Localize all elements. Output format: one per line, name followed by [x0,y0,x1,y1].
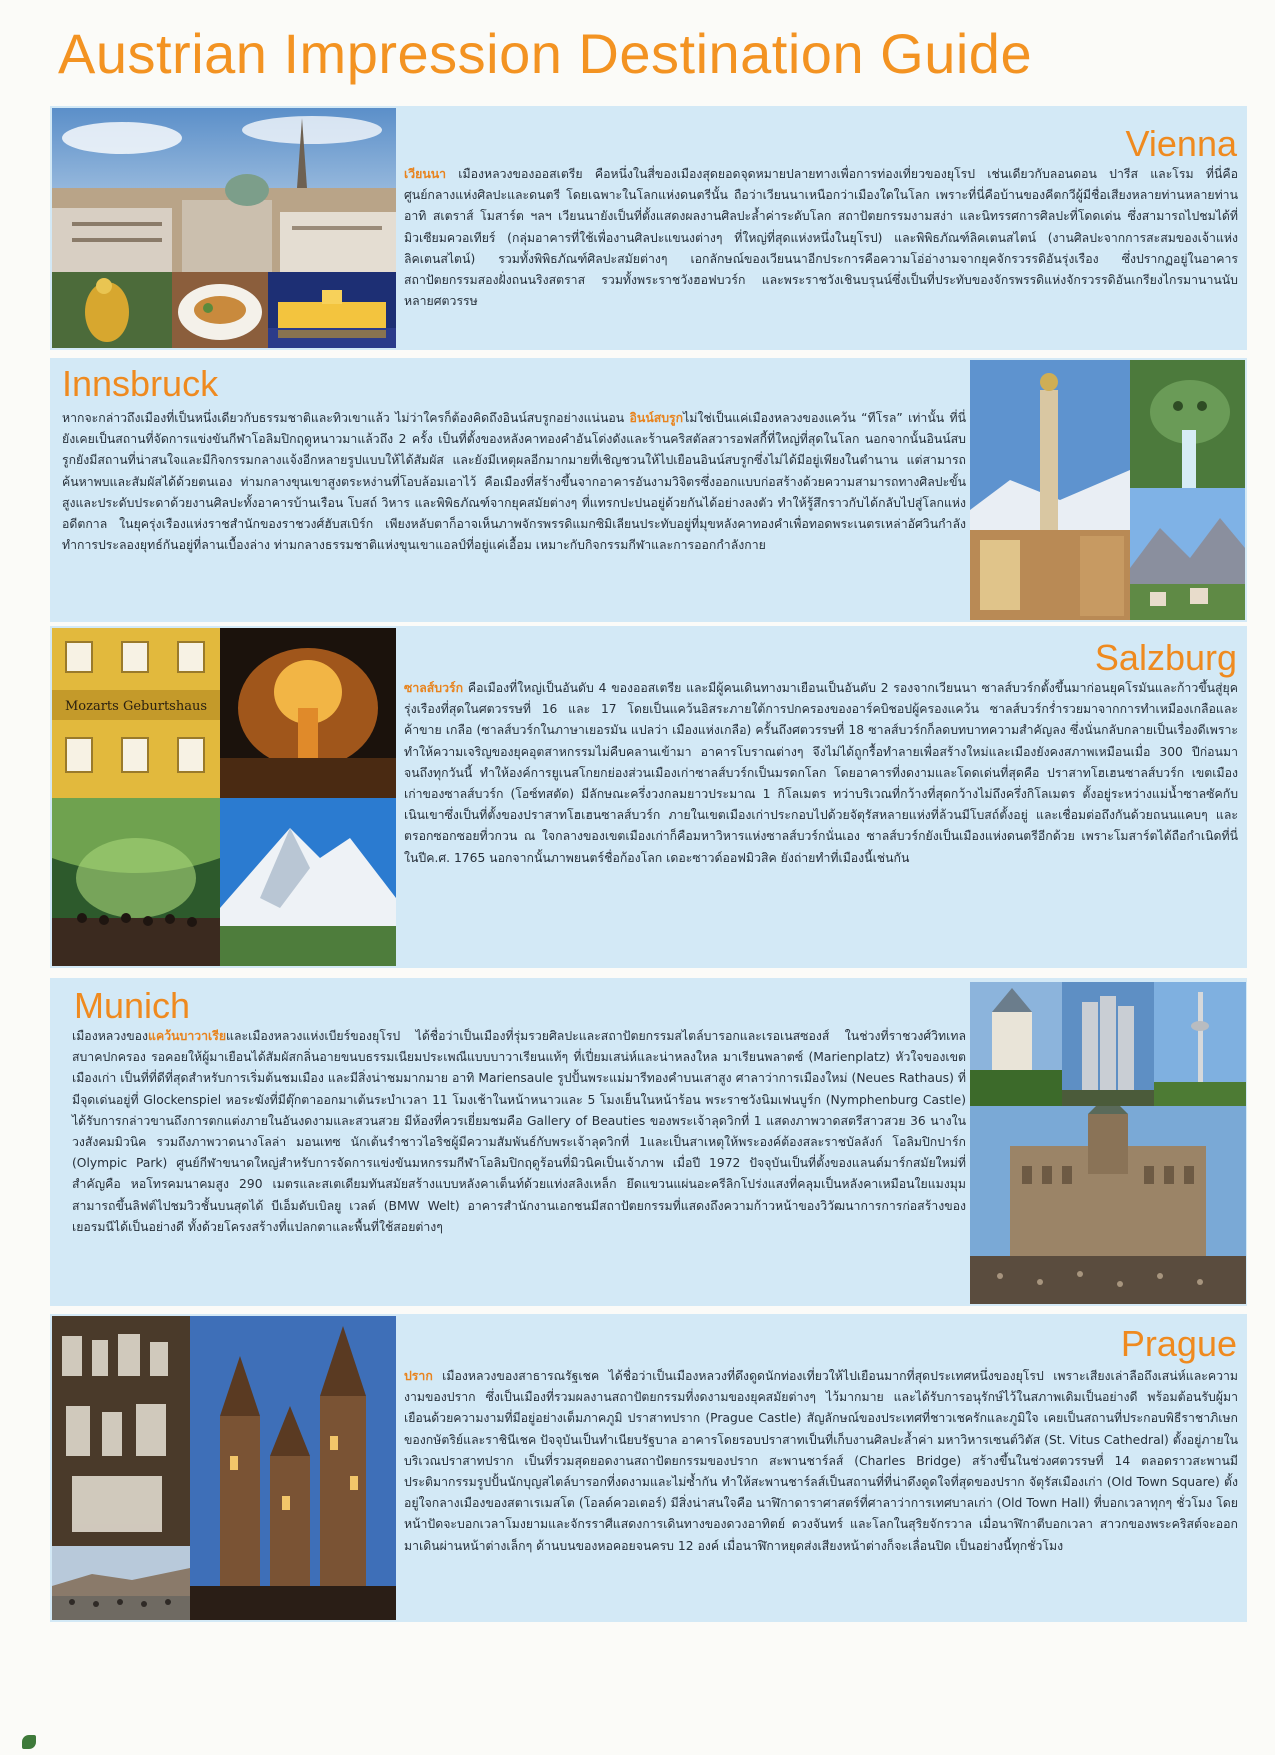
munich-text: และเมืองหลวงแห่งเบียร์ของยุโรป ได้ชื่อว่าเป็นเมืองที่รุ่มรวยศิลปะและสถาปัตยกรรมสไตล์บารอกและเรอเนสซองส์ ในช่วงที่ราชวงศ์วิทเทลสบาคปกครอง รอคอยให้ผู้มาเยือนได้สัมผัสกลิ่นอายขนบธรรมเนียมประเพณีแบบบาวาเรียนแท้ๆ ที่เปี่ยมเสน่ห์และน่าหลงใหล มาเรียนพลาตซ์ (Marienplatz) หัวใจของเขตเมืองเก่า เป็นที่ที่ดีที่สุดสำหรับการเริ่มต้นชมเมือง และมีสิ่งน่าชมมากมาย อาทิ Mariensaule รูปปั้นพระแม่มารีทองคำบนเสาสูง ศาลาว่าการเมืองใหม่ (Neues Rathaus) ที่มีจุดเด่นอยู่ที่ Glockenspiel หอระฆังที่มีตุ๊กตาออกมาเต้นระบำเวลา 11 โมงเช้าในหน้าหนาวและ 5 โมงเย็นในหน้าร้อน พระราชวังนิมเฟนบูร์ก (Nymphenburg Castle) ได้รับการกล่าวขานถึงการตกแต่งภายในอันงดงามและสวนสวย มีห้องที่ควรเยี่ยมชมคือ Gallery of Beauties ของพระเจ้าลุดวิกที่ 1 แสดงภาพวาดสตรีสาวสวย 36 นางในวงสังคมมิวนิค รวมถึงภาพวาดนางโลล่า มอนเทซ นักเต้นรำชาวไอริชผู้มีความสัมพันธ์กับพระเจ้าลุดวิกที่ 1และเป็นสาเหตุให้พระองค์ต้องสละราชบัลลังก์ โอลิมปิกปาร์ก (Olympic Park) ศูนย์กีฬาขนาดใหญ่สำหรับการจัดการแข่งขันมหกรรมกีฬาโอลิมปิกฤดูร้อนที่มิวนิคเป็นเจ้าภาพ เมื่อปี 1972 ปัจจุบันเป็นที่ตั้งของแลนด์มาร์กสมัยใหม่ที่สำคัญคือ หอโทรคมนาคมสูง 290 เมตรและสเตเดียมทันสมัยสร้างแบบหลังคาเต็นท์ด้วยแท่งสลิงเหล็ก ยึดแขวนแผ่นอะครีลิกโปร่งแสงที่คลุมเป็นหลังคาเหมือนใยแมงมุม สามารถขึ้นลิฟต์ไปชมวิวชั้นบนสุดได้ บีเอ็มดับเบิลยู เวลต์ (BMW Welt) อาคารสำนักงานเอกชนมีสถาปัตยกรรมที่แสดงถึงความก้าวหน้าของวิวัฒนาการการก่อสร้างของเยอรมนีได้เป็นอย่างดี ทั้งด้วยโครงสร้างที่แปลกตาและพื้นที่ใช้สอยต่างๆ [72,1029,966,1234]
section-vienna [50,106,1247,350]
page-title: Austrian Impression Destination Guide [58,22,1033,85]
crystal-shop-photo [52,1316,190,1546]
city-heading-salzburg: Salzburg [1094,637,1237,678]
salzburg-body [404,678,1238,869]
section-prague [50,1314,1247,1622]
castle-photo [970,982,1062,1106]
city-heading-prague: Prague [1120,1323,1237,1364]
crystal-giant-photo [1130,360,1245,488]
svg-text:Mozarts Geburtshaus: Mozarts Geburtshaus [64,699,208,714]
leaf-icon [22,1735,36,1749]
charles-bridge-photo [52,1546,190,1620]
vienna-body [404,164,1238,312]
salzburg-text: คือเมืองที่ใหญ่เป็นอันดับ 4 ของออสเตรีย และมีผู้คนเดินทางมาเยือนเป็นอันดับ 2 รองจากเวียนนา ซาลส์บวร์กตั้งขึ้นมาก่อนยุคโรมันและก้าวขึ้นสู่ยุครุ่งเรืองที่สุดในศตวรรษที่ 16 และ 17 โดยเป็นแคว้นอิสระภายใต้การปกครองของอาร์คบิชอปผู้ครองแคว้น ซาลส์บวร์กร่ำรวยมาจากการทำเหมืองเกลือและค้าขาย เกลือ (ซาลส์บวร์กในภาษาเยอรมัน แปลว่า เมืองแห่งเกลือ) ครั้นถึงศตวรรษที่ 18 ซาลส์บวร์กก็ลดบทบาทความสำคัญลง ซึ่งนั่นกลับกลายเป็นเรื่องดีเพราะทำให้ความเจริญของยุคอุตสาหกรรมไม่คืบคลานเข้ามา อาคารโบราณต่างๆ จึงไม่ได้ถูกรื้อทำลายเพื่อสร้างใหม่และเมืองยังคงสภาพเหมือนเมื่อ 300 ปีก่อนมาจนถึงทุกวันนี้ ทำให้องค์การยูเนสโกยกย่องส่วนเมืองเก่าซาลส์บวร์กเป็นมรดกโลก โดยอาคารที่งดงามและโดดเด่นที่สุดคือ ปราสาทโฮเฮนซาลส์บวร์ก เขตเมืองเก่าของซาลส์บวร์ก (โอซ์ทสตัด) มีลักษณะครึ่งวงกลมยาวประมาณ 1 กิโลเมตร ทว่าบริเวณที่กว้างที่สุดกว้างไม่ถึงครึ่งกิโลเมตร ตั้งอยู่ระหว่างแม่น้ำซาลซัคกับเนินเขาซึ่งเป็นที่ตั้งของปราสาทโฮเฮนซาลส์บวร์ก ภายในเขตเมืองเก่าประกอบไปด้วยจัตุรัสหลายแห่งที่ล้วนมีโบสถ์ตั้งอยู่ และเชื่อมต่อถึงกันด้วยถนนแคบๆ และตรอกซอกซอยที่วกวน ณ ใจกลางของเขตเมืองเก่าก็คือมหาวิหารแห่งซาลส์บวร์กนั่นเอง ซาลส์บวร์กยังเป็นเมืองแห่งดนตรีอีกด้วย เพราะโมสาร์ตได้ถือกำเนิดที่นี่ในปีค.ศ. 1765 นอกจากนั้นภาพยนตร์ชื่อก้องโลก เดอะซาวด์ออฟมิวสิค ยังถ่ายทำที่เมืองนี้เช่นกัน [404,681,1238,865]
city-heading-innsbruck: Innsbruck [62,363,219,404]
innsbruck-text: ไม่ใช่เป็นแค่เมืองหลวงของแคว้น “ทีโรล” เท่านั้น ที่นี่ยังเคยเป็นสถานที่จัดการแข่งขันกีฬาโอลิมปิกฤดูหนาวมาแล้วถึง 2 ครั้ง เป็นที่ตั้งของหลังคาทองคำอันโด่งดังและร้านคริสตัลสวารอฟสกี้ที่ใหญ่ที่สุดในโลก นอกจากนั้นอินน์สบรูกยังมีสถานที่น่าสนใจและมีกิจกรรมกลางแจ้งอีกหลายรูปแบบให้ได้สัมผัส และยังมีเหตุผลอีกมากมายที่เชิญชวนให้ไปเยือนอินน์สบรูกซึ่งไม่ได้มีอยู่เพียงในตำนาน แต่สามารถค้นหาพบและสัมผัสได้ด้วยตนเอง ท่ามกลางขุนเขาสูงตระหง่านที่โอบล้อมเอาไว้ คือเมืองที่สร้างขึ้นจากอาคารอันงามวิจิตรซึ่งออกแบบก่อสร้างด้วยความสามารถทางศิลปะขั้นสูงและประดับประดาด้วยงานศิลปะทั้งอาคารบ้านเรือน โบสถ์ วิหาร และพิพิธภัณฑ์จากยุคสมัยต่างๆ ที่แทรกปะปนอยู่ด้วยกันได้อย่างลงตัว ทำให้รู้สึกราวกับได้กลับไปสู่โลกแห่งอดีตกาล ในยุครุ่งเรืองแห่งราชสำนักของราชวงศ์ฮับสเบิร์ก เพียงหลับตาก็อาจเห็นภาพจักรพรรดิแมกซิมิเลียนประทับอยู่ที่มุขหลังคาทองคำเพื่อทอดพระเนตรเหล่าอัศวินกำลังทำการประลองยุทธ์กันอยู่ที่ลานเบื้องล่าง ท่ามกลางธรรมชาติแห่งขุนเขาแอลป์ที่อยู่แค่เอื้อม เหมาะกับกิจกรรมกีฬาและการออกกำลังกาย [62,411,966,553]
food-plate-photo [172,272,268,348]
munich-body [72,1026,966,1238]
munich-highlight: แคว้นบาวาเรีย [148,1029,227,1043]
palace-night-photo [268,272,396,348]
section-munich [50,978,1247,1306]
section-innsbruck [50,358,1247,622]
mountain-peak-photo [220,798,396,966]
vienna-text: เมืองหลวงของออสเตรีย คือหนึ่งในสี่ของเมืองสุดยอดจุดหมายปลายทางเพื่อการท่องเที่ยวของยุโรป เช่นเดียวกับลอนดอน ปารีส และโรม ที่นี่คือศูนย์กลางแห่งศิลปะและดนตรี โดยเฉพาะในโลกแห่งดนตรีนั้น ถือว่าเวียนนาเหนือกว่าเมืองใดในโลก เพราะที่นี่คือบ้านของคีตกวีผู้มีชื่อเสียงหลายท่านหลายท่าน อาทิ สเตราส์ โมสาร์ต ฯลฯ เวียนนายังเป็นที่ตั้งแสดงผลงานศิลปะล้ำค่าระดับโลก สถาปัตยกรรมงามสง่า และนิทรรศการศิลปะที่โดดเด่น ซึ่งสามารถไปชมได้ที่มิวเซียมควอเทียร์ (กลุ่มอาคารที่ใช้เพื่องานศิลปะแขนงต่างๆ ที่ใหญ่ที่สุดแห่งหนึ่งในยุโรป) และพิพิธภัณฑ์ลิคเตนสไตน์ (งานศิลปะจากการสะสมของเจ้าแห่งลิคเตนสไตน์) รวมทั้งพิพิธภัณฑ์ศิลปะสมัยต่างๆ เอกลักษณ์ของเวียนนาอีกประการคือความโอ่อ่างามจากยุคจักรวรรดิอันรุ่งเรือง ซึ่งปรากฏอยู่ในอาคารสถาปัตยกรรมสองฝั่งถนนริงสตราส รวมทั้งพระราชวังฮอฟบวร์ก และพระราชวังเชินบรุนน์ซึ่งเป็นที่ประทับของจักรพรรดิแห่งจักรวรรดิอันเกรียงไกรมานานนับหลายศตวรรษ [404,167,1238,309]
innsbruck-pre: หากจะกล่าวถึงเมืองที่เป็นหนึ่งเดียวกับธรรมชาติและทิวเขาแล้ว ไม่ว่าใครก็ต้องคิดถึงอินน์สบรูกอย่างแน่นอน [62,411,630,425]
ice-cave-photo [52,798,220,966]
vienna-skyline-photo [52,108,396,272]
vienna-highlight: เวียนนา [404,167,447,181]
alps-town-photo [1130,488,1245,620]
strauss-statue-photo [52,272,172,348]
innsbruck-body [62,408,966,556]
city-heading-munich: Munich [74,985,191,1026]
annasaule-column-photo [970,360,1130,620]
fountain-night-photo [220,628,396,798]
prague-text: เมืองหลวงของสาธารณรัฐเชค ได้ชื่อว่าเป็นเมืองหลวงที่ดึงดูดนักท่องเที่ยวให้ไปเยือนมากที่สุดประเทศหนึ่งของยุโรป เพราะเสียงเล่าลือถึงเสน่ห์และความงามของปราก ซึ่งเป็นเมืองที่รวมผลงานสถาปัตยกรรมที่งดงามของยุคสมัยต่างๆ ไว้มากมาย และได้รับการอนุรักษ์ไว้ในสภาพเดิมเป็นอย่างดี พร้อมต้อนรับผู้มาเยือนด้วยความงามที่มีอยู่อย่างเต็มภาคภูมิ ปราสาทปราก (Prague Castle) สัญลักษณ์ของประเทศที่ชาวเชครักและภูมิใจ เคยเป็นสถานที่ประกอบพิธีราชาภิเษกของกษัตริย์และราชินีเชค ปัจจุบันเป็นทำเนียบรัฐบาล อาคารโดยรอบปราสาทเป็นที่เก็บงานศิลปะล้ำค่า มหาวิหารเซนต์วิตัส (St. Vitus Cathedral) ตั้งอยู่ภายในบริเวณปราสาทปราก เป็นที่รวมสุดยอดงานสถาปัตยกรรมของปราก สะพานชาร์ลส์ (Charles Bridge) สร้างขึ้นในช่วงศตวรรษที่ 14 ตลอดราวสะพานมีประติมากรรมรูปปั้นนักบุญสไตล์บารอกที่งดงามและไม่ซ้ำกัน ทำให้สะพานชาร์ลส์เป็นสถานที่ที่น่าดึงดูดใจที่สุดของปราก จัตุรัสเมืองเก่า (Old Town Square) ตั้งอยู่ใจกลางเมืองของสตาเรเมสโต (โอลด์ควอเตอร์) มีสิ่งน่าสนใจคือ นาฬิกาดาราศาสตร์ที่ศาลาว่าการเทศบาลเก่า (Old Town Hall) ที่บอกเวลาทุกๆ ชั่วโมง โดยหน้าปัดจะบอกเวลาโมงยามและจักรราศีแสดงการเดินทางของดวงอาทิตย์ ดวงจันทร์ และโลกในสุริยจักรวาล เมื่อนาฬิกาตีบอกเวลา สาวกของพระคริสต์จะออกมาเดินผ่านหน้าต่างเล็กๆ ด้านบนของหอคอยจนครบ 12 องค์ เมื่อนาฬิกาหยุดส่งเสียงหน้าต่างก็จะเลื่อนปิด เป็นอย่างนี้ทุกชั่วโมง [404,1369,1238,1553]
bmw-tower-photo [1062,982,1154,1106]
rathaus-photo [970,1106,1246,1304]
salzburg-highlight: ซาลส์บวร์ก [404,681,464,695]
prague-highlight: ปราก [404,1369,433,1383]
olympic-tower-photo [1154,982,1246,1106]
innsbruck-highlight: อินน์สบรูก [629,411,684,425]
section-salzburg [50,626,1247,968]
city-heading-vienna: Vienna [1125,123,1237,164]
munich-pre: เมืองหลวงของ [72,1029,149,1043]
mozart-birthplace-photo [52,628,220,798]
prague-body [404,1366,1238,1557]
prague-towers-photo [190,1316,396,1620]
